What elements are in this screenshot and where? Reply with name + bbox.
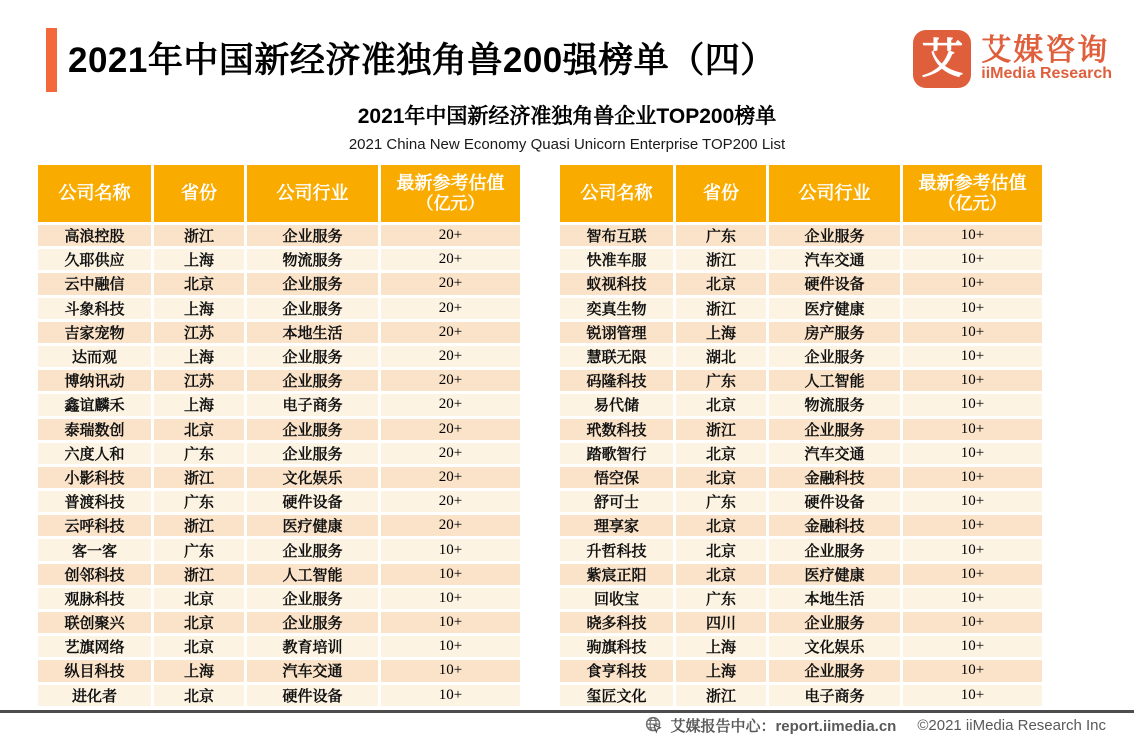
company-name-cell: 观脉科技 xyxy=(38,588,151,609)
valuation-cell: 20+ xyxy=(381,298,520,319)
company-name-cell: 纵目科技 xyxy=(38,660,151,681)
table-row xyxy=(38,515,523,536)
industry-cell: 企业服务 xyxy=(769,660,900,681)
table-row xyxy=(38,467,523,488)
table-row xyxy=(38,685,523,706)
logo-name-cn: 艾媒咨询 xyxy=(981,33,1110,67)
province-cell: 湖北 xyxy=(676,346,766,367)
company-name-cell: 晓多科技 xyxy=(560,612,673,633)
valuation-cell: 10+ xyxy=(381,636,520,657)
company-name-cell: 高浪控股 xyxy=(38,225,151,246)
province-cell: 浙江 xyxy=(676,298,766,319)
valuation-cell: 10+ xyxy=(903,249,1042,270)
industry-cell: 物流服务 xyxy=(247,249,378,270)
company-name-cell: 理享家 xyxy=(560,515,673,536)
province-cell: 浙江 xyxy=(676,685,766,706)
column-header-province: 省份 xyxy=(676,165,766,222)
province-cell: 浙江 xyxy=(676,249,766,270)
province-cell: 浙江 xyxy=(154,467,244,488)
table-row xyxy=(560,612,1045,633)
table-row xyxy=(38,419,523,440)
company-name-cell: 吉家宠物 xyxy=(38,322,151,343)
province-cell: 上海 xyxy=(676,660,766,681)
valuation-cell: 10+ xyxy=(903,636,1042,657)
province-cell: 广东 xyxy=(154,491,244,512)
left-table-header xyxy=(38,165,523,222)
valuation-cell: 10+ xyxy=(903,346,1042,367)
company-name-cell: 蚁视科技 xyxy=(560,273,673,294)
table-row xyxy=(560,564,1045,585)
province-cell: 上海 xyxy=(154,660,244,681)
company-name-cell: 云呼科技 xyxy=(38,515,151,536)
industry-cell: 企业服务 xyxy=(769,419,900,440)
province-cell: 北京 xyxy=(154,636,244,657)
province-cell: 江苏 xyxy=(154,370,244,391)
table-row xyxy=(38,636,523,657)
valuation-cell: 10+ xyxy=(903,322,1042,343)
valuation-cell: 20+ xyxy=(381,346,520,367)
footer-divider xyxy=(0,710,1134,713)
table-row xyxy=(38,443,523,464)
table-row xyxy=(560,491,1045,512)
footer-source: 艾媒报告中心：report.iimedia.cn xyxy=(670,717,897,735)
industry-cell: 企业服务 xyxy=(247,588,378,609)
valuation-cell: 20+ xyxy=(381,322,520,343)
table-row xyxy=(560,636,1045,657)
company-name-cell: 锐诩管理 xyxy=(560,322,673,343)
company-name-cell: 创邻科技 xyxy=(38,564,151,585)
industry-cell: 房产服务 xyxy=(769,322,900,343)
industry-cell: 人工智能 xyxy=(247,564,378,585)
column-header-valuation xyxy=(381,165,520,222)
valuation-cell: 20+ xyxy=(381,491,520,512)
table-row xyxy=(38,394,523,415)
valuation-cell: 20+ xyxy=(381,370,520,391)
valuation-cell: 10+ xyxy=(903,273,1042,294)
province-cell: 上海 xyxy=(154,346,244,367)
industry-cell: 硬件设备 xyxy=(247,685,378,706)
iimedia-logo-icon: 艾 xyxy=(913,30,971,88)
industry-cell: 企业服务 xyxy=(247,370,378,391)
company-name-cell: 艺旗网络 xyxy=(38,636,151,657)
company-name-cell: 食亨科技 xyxy=(560,660,673,681)
table-row xyxy=(38,225,523,246)
table-row xyxy=(560,467,1045,488)
column-header-company: 公司名称 xyxy=(38,165,151,222)
table-row xyxy=(560,539,1045,560)
valuation-cell: 10+ xyxy=(903,660,1042,681)
valuation-cell: 10+ xyxy=(381,539,520,560)
table-row xyxy=(560,685,1045,706)
industry-cell: 汽车交通 xyxy=(247,660,378,681)
footer xyxy=(645,714,1106,736)
industry-cell: 企业服务 xyxy=(247,298,378,319)
province-cell: 北京 xyxy=(154,273,244,294)
industry-cell: 物流服务 xyxy=(769,394,900,415)
province-cell: 广东 xyxy=(154,539,244,560)
table-row xyxy=(38,322,523,343)
company-name-cell: 小影科技 xyxy=(38,467,151,488)
industry-cell: 企业服务 xyxy=(247,443,378,464)
table-row xyxy=(38,612,523,633)
company-name-cell: 舒可士 xyxy=(560,491,673,512)
company-name-cell: 踏歌智行 xyxy=(560,443,673,464)
table-row xyxy=(560,273,1045,294)
province-cell: 上海 xyxy=(676,322,766,343)
company-name-cell: 博纳讯动 xyxy=(38,370,151,391)
subtitle-chinese: 2021年中国新经济准独角兽企业TOP200榜单 xyxy=(357,105,777,128)
industry-cell: 企业服务 xyxy=(247,346,378,367)
company-name-cell: 联创聚兴 xyxy=(38,612,151,633)
valuation-cell: 10+ xyxy=(381,588,520,609)
province-cell: 上海 xyxy=(676,636,766,657)
table-row xyxy=(560,249,1045,270)
valuation-cell: 10+ xyxy=(903,612,1042,633)
province-cell: 上海 xyxy=(154,394,244,415)
valuation-cell: 20+ xyxy=(381,443,520,464)
industry-cell: 金融科技 xyxy=(769,467,900,488)
province-cell: 四川 xyxy=(676,612,766,633)
industry-cell: 硬件设备 xyxy=(769,491,900,512)
company-name-cell: 斗象科技 xyxy=(38,298,151,319)
industry-cell: 电子商务 xyxy=(769,685,900,706)
valuation-header-line1: 最新参考估值 xyxy=(396,173,505,194)
right-table-header xyxy=(560,165,1045,222)
industry-cell: 汽车交通 xyxy=(769,249,900,270)
valuation-cell: 10+ xyxy=(903,564,1042,585)
valuation-cell: 20+ xyxy=(381,249,520,270)
company-name-cell: 鑫谊麟禾 xyxy=(38,394,151,415)
industry-cell: 企业服务 xyxy=(769,346,900,367)
industry-cell: 教育培训 xyxy=(247,636,378,657)
company-name-cell: 泰瑞数创 xyxy=(38,419,151,440)
iimedia-logo xyxy=(913,30,1112,88)
table-row xyxy=(38,370,523,391)
company-name-cell: 慧联无限 xyxy=(560,346,673,367)
valuation-cell: 10+ xyxy=(903,467,1042,488)
table-row xyxy=(560,298,1045,319)
logo-text xyxy=(981,35,1112,83)
industry-cell: 文化娱乐 xyxy=(247,467,378,488)
valuation-cell: 10+ xyxy=(903,539,1042,560)
industry-cell: 人工智能 xyxy=(769,370,900,391)
page-title: 2021年中国新经济准独角兽200强榜单（四） xyxy=(68,41,776,80)
valuation-cell: 10+ xyxy=(381,564,520,585)
province-cell: 广东 xyxy=(154,443,244,464)
valuation-cell: 10+ xyxy=(903,443,1042,464)
valuation-header-line2: （亿元） xyxy=(938,194,1007,214)
column-header-industry: 公司行业 xyxy=(247,165,378,222)
industry-cell: 企业服务 xyxy=(247,419,378,440)
table-row xyxy=(560,588,1045,609)
company-name-cell: 回收宝 xyxy=(560,588,673,609)
right-table xyxy=(560,165,1045,709)
company-name-cell: 进化者 xyxy=(38,685,151,706)
valuation-cell: 20+ xyxy=(381,419,520,440)
company-name-cell: 普渡科技 xyxy=(38,491,151,512)
title-accent-bar xyxy=(46,28,57,92)
table-row xyxy=(38,346,523,367)
industry-cell: 硬件设备 xyxy=(769,273,900,294)
valuation-cell: 20+ xyxy=(381,273,520,294)
company-name-cell: 客一客 xyxy=(38,539,151,560)
table-row xyxy=(560,225,1045,246)
company-name-cell: 玳数科技 xyxy=(560,419,673,440)
table-row xyxy=(560,370,1045,391)
province-cell: 北京 xyxy=(676,539,766,560)
province-cell: 广东 xyxy=(676,370,766,391)
industry-cell: 企业服务 xyxy=(247,539,378,560)
company-name-cell: 易代储 xyxy=(560,394,673,415)
footer-copyright: ©2021 iiMedia Research Inc xyxy=(917,716,1106,734)
company-name-cell: 玺匠文化 xyxy=(560,685,673,706)
table-row xyxy=(38,588,523,609)
province-cell: 北京 xyxy=(154,612,244,633)
company-name-cell: 升哲科技 xyxy=(560,539,673,560)
valuation-cell: 10+ xyxy=(903,298,1042,319)
province-cell: 江苏 xyxy=(154,322,244,343)
column-header-province: 省份 xyxy=(154,165,244,222)
valuation-cell: 10+ xyxy=(903,225,1042,246)
table-row xyxy=(38,273,523,294)
industry-cell: 企业服务 xyxy=(247,225,378,246)
province-cell: 上海 xyxy=(154,249,244,270)
industry-cell: 企业服务 xyxy=(247,273,378,294)
industry-cell: 医疗健康 xyxy=(769,298,900,319)
table-row xyxy=(560,443,1045,464)
subtitle-english: 2021 China New Economy Quasi Unicorn Enterprise TOP200 List xyxy=(348,136,786,153)
industry-cell: 金融科技 xyxy=(769,515,900,536)
valuation-cell: 10+ xyxy=(903,394,1042,415)
table-row xyxy=(560,346,1045,367)
company-name-cell: 智布互联 xyxy=(560,225,673,246)
province-cell: 北京 xyxy=(154,419,244,440)
table-row xyxy=(38,539,523,560)
valuation-cell: 10+ xyxy=(903,588,1042,609)
company-name-cell: 悟空保 xyxy=(560,467,673,488)
company-name-cell: 码隆科技 xyxy=(560,370,673,391)
valuation-cell: 20+ xyxy=(381,515,520,536)
province-cell: 北京 xyxy=(676,467,766,488)
logo-name-en: iiMedia Research xyxy=(981,65,1112,83)
valuation-header-line2: （亿元） xyxy=(416,194,485,214)
industry-cell: 电子商务 xyxy=(247,394,378,415)
industry-cell: 企业服务 xyxy=(769,539,900,560)
valuation-cell: 10+ xyxy=(903,491,1042,512)
province-cell: 广东 xyxy=(676,491,766,512)
column-header-company: 公司名称 xyxy=(560,165,673,222)
company-name-cell: 快准车服 xyxy=(560,249,673,270)
industry-cell: 企业服务 xyxy=(769,225,900,246)
industry-cell: 文化娱乐 xyxy=(769,636,900,657)
province-cell: 北京 xyxy=(154,588,244,609)
valuation-cell: 20+ xyxy=(381,467,520,488)
right-table-body xyxy=(560,225,1045,706)
table-row xyxy=(560,419,1045,440)
company-name-cell: 紫宸正阳 xyxy=(560,564,673,585)
industry-cell: 汽车交通 xyxy=(769,443,900,464)
valuation-cell: 10+ xyxy=(903,419,1042,440)
table-row xyxy=(560,660,1045,681)
left-table-body xyxy=(38,225,523,706)
industry-cell: 本地生活 xyxy=(769,588,900,609)
globe-cursor-icon xyxy=(645,716,663,734)
table-row xyxy=(38,564,523,585)
province-cell: 北京 xyxy=(154,685,244,706)
province-cell: 北京 xyxy=(676,564,766,585)
table-row xyxy=(38,298,523,319)
company-name-cell: 达而观 xyxy=(38,346,151,367)
valuation-cell: 10+ xyxy=(903,685,1042,706)
province-cell: 广东 xyxy=(676,225,766,246)
valuation-header-line1: 最新参考估值 xyxy=(918,173,1027,194)
table-row xyxy=(38,660,523,681)
valuation-cell: 10+ xyxy=(381,612,520,633)
province-cell: 上海 xyxy=(154,298,244,319)
province-cell: 广东 xyxy=(676,588,766,609)
valuation-cell: 10+ xyxy=(903,370,1042,391)
valuation-cell: 10+ xyxy=(903,515,1042,536)
company-name-cell: 六度人和 xyxy=(38,443,151,464)
province-cell: 浙江 xyxy=(154,225,244,246)
company-name-cell: 久耶供应 xyxy=(38,249,151,270)
valuation-cell: 10+ xyxy=(381,685,520,706)
valuation-cell: 10+ xyxy=(381,660,520,681)
province-cell: 浙江 xyxy=(676,419,766,440)
industry-cell: 企业服务 xyxy=(247,612,378,633)
province-cell: 北京 xyxy=(676,443,766,464)
province-cell: 浙江 xyxy=(154,515,244,536)
valuation-cell: 20+ xyxy=(381,225,520,246)
company-name-cell: 驹旗科技 xyxy=(560,636,673,657)
table-row xyxy=(560,394,1045,415)
company-name-cell: 奕真生物 xyxy=(560,298,673,319)
column-header-valuation xyxy=(903,165,1042,222)
industry-cell: 硬件设备 xyxy=(247,491,378,512)
province-cell: 北京 xyxy=(676,394,766,415)
industry-cell: 医疗健康 xyxy=(769,564,900,585)
company-name-cell: 云中融信 xyxy=(38,273,151,294)
table-row xyxy=(560,322,1045,343)
table-row xyxy=(560,515,1045,536)
column-header-industry: 公司行业 xyxy=(769,165,900,222)
left-table xyxy=(38,165,523,709)
industry-cell: 本地生活 xyxy=(247,322,378,343)
table-row xyxy=(38,491,523,512)
province-cell: 北京 xyxy=(676,273,766,294)
table-row xyxy=(38,249,523,270)
province-cell: 浙江 xyxy=(154,564,244,585)
industry-cell: 医疗健康 xyxy=(247,515,378,536)
province-cell: 北京 xyxy=(676,515,766,536)
industry-cell: 企业服务 xyxy=(769,612,900,633)
valuation-cell: 20+ xyxy=(381,394,520,415)
